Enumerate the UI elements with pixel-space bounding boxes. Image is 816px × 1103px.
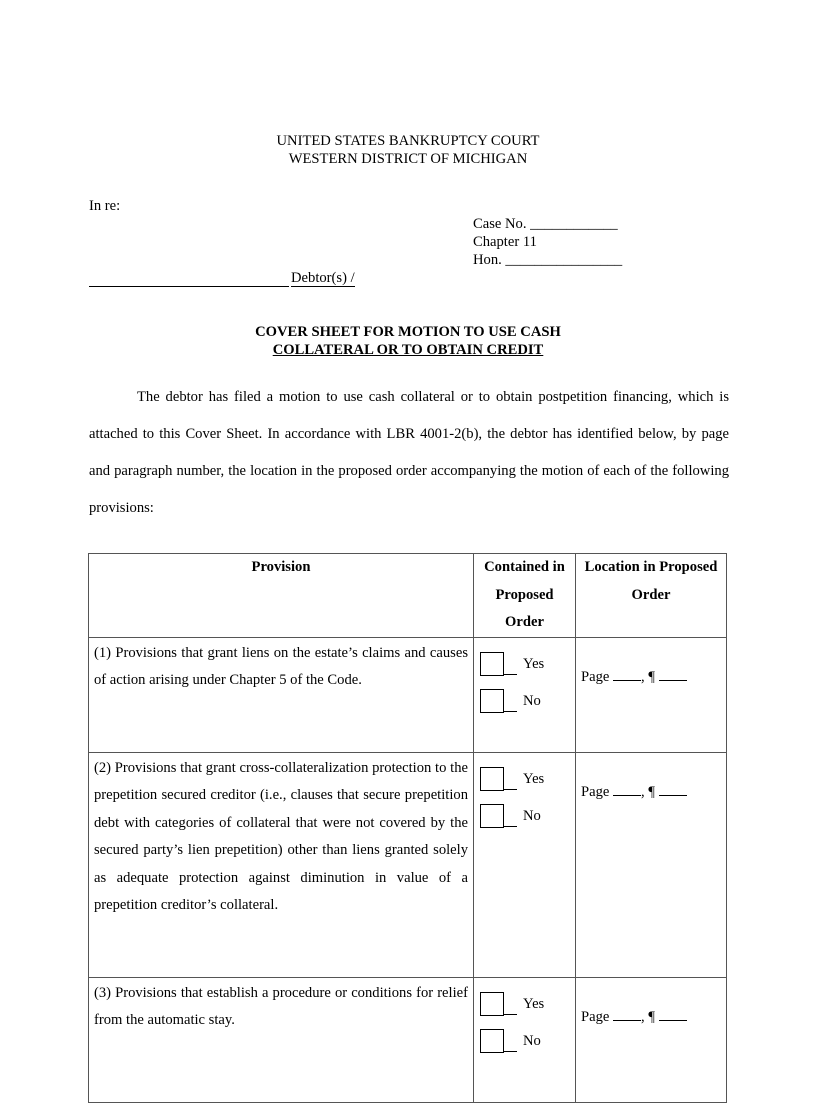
yes-label: Yes (523, 995, 545, 1012)
contained-checkboxes (474, 637, 576, 752)
judge: Hon. ________________ (473, 252, 623, 268)
chapter: Chapter 11 (473, 234, 537, 250)
debtor-name-blank (89, 272, 289, 287)
table-row (89, 637, 727, 752)
provision-text: (2) Provisions that grant cross-collateralization protection to the prepetition secured creditor (i.e., clauses that secure prepetition debt with categories of collateral that were not covered by the secured party’s lien prepetition) other than liens granted solely as adequate protection against diminution in value of a prepetition creditor’s collateral. (89, 752, 474, 977)
court-district: WESTERN DISTRICT OF MICHIGAN (288, 151, 528, 167)
provisions-table (88, 553, 727, 1103)
table-row (89, 752, 727, 977)
court-name: UNITED STATES BANKRUPTCY COURT (276, 133, 540, 149)
court-header (0, 132, 816, 168)
location-cell (576, 977, 727, 1102)
no-checkbox[interactable] (480, 1029, 575, 1066)
intro-paragraph (89, 379, 729, 527)
document-title (0, 323, 816, 359)
no-label: No (523, 692, 541, 709)
page-blank[interactable] (613, 783, 641, 796)
page-blank[interactable] (613, 668, 641, 681)
table-header-row (89, 554, 727, 638)
paragraph-blank[interactable] (659, 668, 687, 681)
debtor-label: Debtor(s) / (291, 270, 355, 286)
page-label: Page (581, 1008, 610, 1025)
page-blank[interactable] (613, 1008, 641, 1021)
para-label: , ¶ (641, 783, 655, 800)
yes-label: Yes (523, 655, 545, 672)
yes-label: Yes (523, 770, 545, 787)
no-checkbox[interactable] (480, 689, 575, 726)
header-provision: Provision (89, 554, 474, 638)
intro-text: The debtor has filed a motion to use cash collateral or to obtain postpetition financing, which is attached to this Cover Sheet. In accordance with LBR 4001-2(b), the debtor has identified below, by page and paragraph number, the location in the proposed order accompanying the motion of each of the following provisions: (89, 389, 729, 516)
location-cell (576, 637, 727, 752)
case-number: Case No. ____________ (473, 216, 618, 232)
header-contained: Contained in Proposed Order (474, 554, 576, 638)
title-line-2: COLLATERAL OR TO OBTAIN CREDIT (272, 342, 544, 358)
title-line-1: COVER SHEET FOR MOTION TO USE CASH (255, 324, 561, 340)
provision-text: (1) Provisions that grant liens on the estate’s claims and causes of action arising under Chapter 5 of the Code. (89, 637, 474, 752)
case-info (473, 215, 622, 269)
yes-checkbox[interactable] (480, 992, 575, 1029)
no-label: No (523, 1032, 541, 1049)
no-checkbox[interactable] (480, 804, 575, 841)
paragraph-blank[interactable] (659, 783, 687, 796)
contained-checkboxes (474, 977, 576, 1102)
location-cell (576, 752, 727, 977)
yes-checkbox[interactable] (480, 652, 575, 689)
page-label: Page (581, 668, 610, 685)
yes-checkbox[interactable] (480, 767, 575, 804)
header-location: Location in Proposed Order (576, 554, 727, 638)
in-re-label: In re: (89, 198, 121, 214)
no-label: No (523, 807, 541, 824)
paragraph-blank[interactable] (659, 1008, 687, 1021)
para-label: , ¶ (641, 1008, 655, 1025)
debtor-line (89, 270, 355, 287)
table-row (89, 977, 727, 1102)
contained-checkboxes (474, 752, 576, 977)
para-label: , ¶ (641, 668, 655, 685)
provision-text: (3) Provisions that establish a procedure or conditions for relief from the automatic stay. (89, 977, 474, 1102)
page-label: Page (581, 783, 610, 800)
